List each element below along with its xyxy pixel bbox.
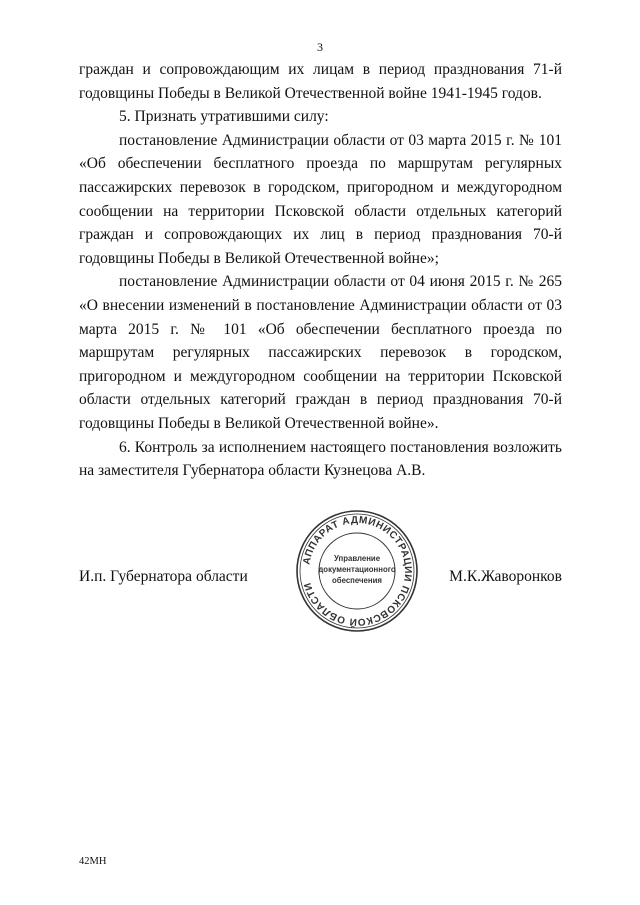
paragraph-resolution-101: постановление Администрации области от 03 марта 2015 г. № 101 «Об обеспечении бесплатного проезда по маршрутам регулярных пассажирских перевозок в городском, пригородном и междугородном сообщении на территории Псковской области отдельных категорий граждан и сопровождающих их лиц в период празднования 70-й годовщины Победы в Великой Отечественной войне»; [79,131,562,267]
paragraph-item-6: 6. Контроль за исполнением настоящего постановления возложить на заместителя Губернатора области Кузнецова А.В. [79,438,562,480]
page-number: 3 [317,40,323,54]
stamp-line-2: документационного [318,565,396,574]
stamp-line-3: обеспечения [332,576,382,585]
paragraph-continuation: граждан и сопровождающим их лицам в период празднования 71-й годовщины Победы в Великой Отечественной войне 1941-1945 годов. [79,61,562,102]
paragraph-item-5: 5. Признать утратившими силу: [119,108,329,126]
document-body [79,58,562,483]
official-stamp-icon [294,508,420,634]
signatory-name: М.К.Жаворонков [449,568,562,585]
signatory-position: И.п. Губернатора области [79,568,248,585]
stamp-line-1: Управление [333,554,381,563]
stamp-ring-text: АППАРАТ АДМИНИСТРАЦИИ ПСКОВСКОЙ ОБЛАСТИ [301,514,414,628]
paragraph-resolution-265: постановление Администрации области от 04 июня 2015 г. № 265 «О внесении изменений в постановление Администрации области от 03 марта 2015 г. № 101 «Об обеспечении бесплатного проезда по маршрутам регулярных пассажирских перевозок в городском, пригородном и междугородном сообщении на территории Псковской области отдельных категорий граждан в период празднования 70-й годовщины Победы в Великой Отечественной войне». [79,273,562,432]
footer-code: 42МН [79,856,107,867]
